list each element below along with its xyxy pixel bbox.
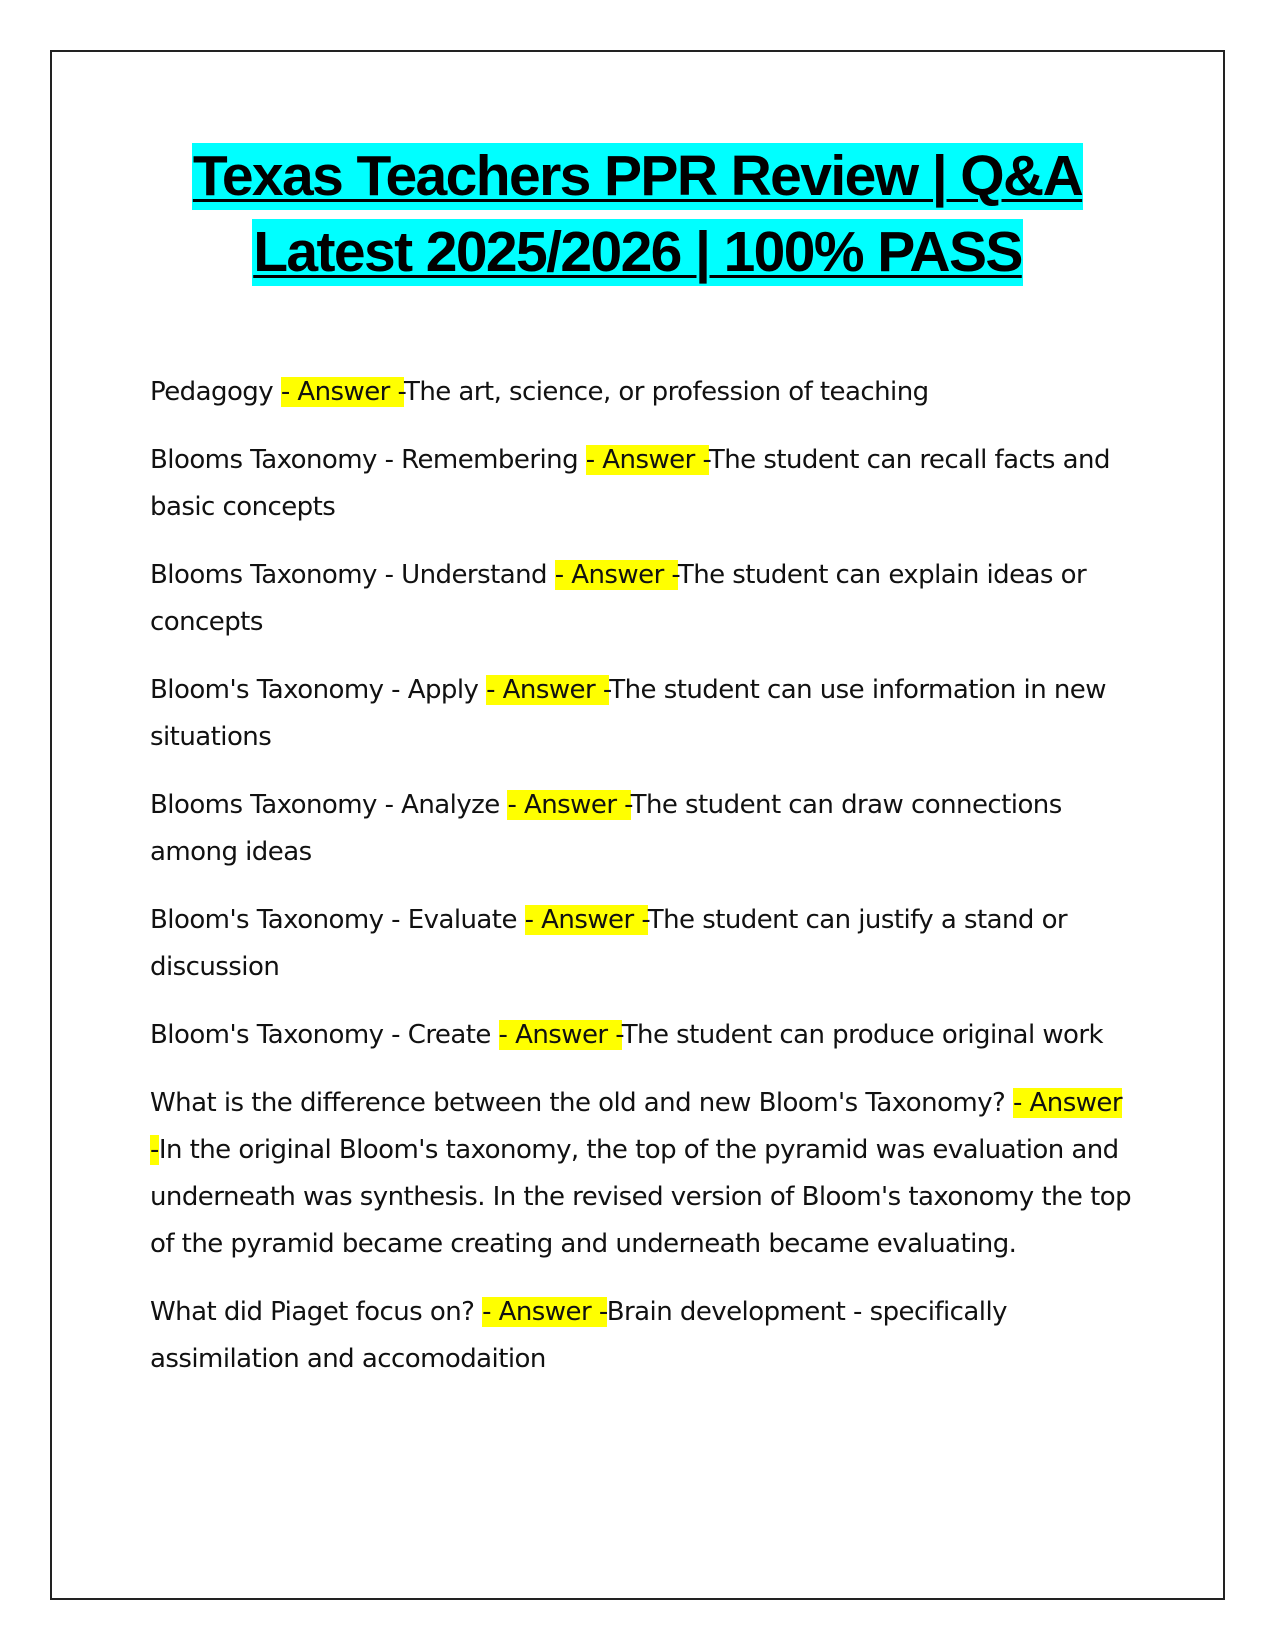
answer-marker: - Answer - <box>498 1020 622 1050</box>
qa-term: Bloom's Taxonomy - Evaluate <box>150 905 525 935</box>
qa-term: Pedagogy <box>150 377 281 407</box>
answer-marker: - Answer - <box>150 1088 1123 1165</box>
qa-item <box>150 437 1135 531</box>
qa-item <box>150 897 1135 991</box>
qa-answer: The student can use information in new situations <box>150 675 1106 752</box>
qa-term: Blooms Taxonomy - Understand <box>150 560 555 590</box>
answer-marker: - Answer - <box>524 905 648 935</box>
qa-answer: The student can explain ideas or concepts <box>150 560 1087 637</box>
qa-item <box>150 1289 1135 1383</box>
answer-marker: - Answer - <box>280 377 404 407</box>
document-title <box>50 143 1225 295</box>
qa-list <box>150 369 1135 1404</box>
title-line-2: Latest 2025/2026 | 100% PASS <box>253 220 1022 284</box>
qa-item <box>150 1080 1135 1268</box>
qa-item <box>150 1012 1135 1059</box>
title-line-1: Texas Teachers PPR Review | Q&A <box>192 144 1083 208</box>
qa-term: What is the difference between the old and new Bloom's Taxonomy? <box>150 1088 1014 1118</box>
answer-marker: - Answer - <box>585 445 709 475</box>
answer-marker: - Answer - <box>507 790 631 820</box>
qa-item <box>150 667 1135 761</box>
qa-item <box>150 782 1135 876</box>
qa-term: Blooms Taxonomy - Analyze <box>150 790 508 820</box>
qa-term: Blooms Taxonomy - Remembering <box>150 445 586 475</box>
answer-marker: - Answer - <box>486 675 610 705</box>
qa-item <box>150 552 1135 646</box>
qa-answer: The student can produce original work <box>621 1020 1104 1050</box>
qa-answer: The art, science, or profession of teaching <box>403 377 929 407</box>
qa-answer: The student can draw connections among ideas <box>150 790 1062 867</box>
qa-term: Bloom's Taxonomy - Create <box>150 1020 499 1050</box>
qa-answer: In the original Bloom's taxonomy, the top of the pyramid was evaluation and underneath was synthesis. In the revised version of Bloom's taxonomy the top of the pyramid became creating and underneath became evaluating. <box>150 1135 1132 1259</box>
qa-answer: The student can recall facts and basic concepts <box>150 445 1110 522</box>
qa-answer: The student can justify a stand or discussion <box>150 905 1068 982</box>
qa-term: Bloom's Taxonomy - Apply <box>150 675 487 705</box>
answer-marker: - Answer - <box>554 560 678 590</box>
qa-term: What did Piaget focus on? <box>150 1297 483 1327</box>
qa-item <box>150 369 1135 416</box>
qa-answer: Brain development - specifically assimilation and accomodaition <box>150 1297 1007 1374</box>
answer-marker: - Answer - <box>482 1297 607 1327</box>
